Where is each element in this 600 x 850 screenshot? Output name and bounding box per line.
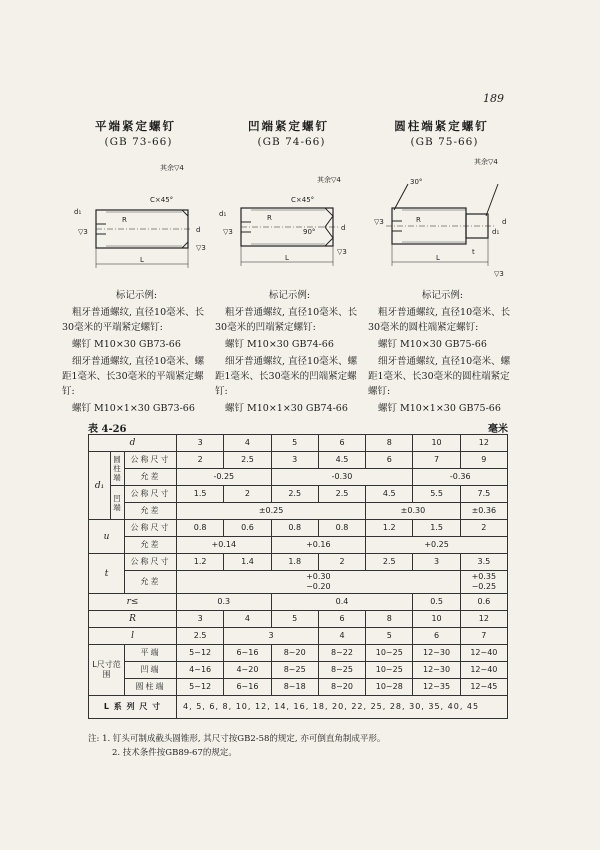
marking-example	[368, 288, 521, 416]
fig-label: d	[341, 224, 346, 232]
table-cell: 12~35	[413, 679, 460, 696]
table-cell: 5.5	[413, 486, 460, 503]
table-cell: 0.3	[177, 594, 272, 611]
header-cell: 允差	[125, 537, 177, 554]
table-cell: 4	[224, 435, 271, 452]
table-row	[89, 503, 508, 520]
header-cell: R	[89, 611, 177, 628]
table-cell: 0.8	[177, 520, 224, 537]
table-cell: 2.5	[318, 486, 365, 503]
header-cell: 圆柱端	[111, 452, 125, 486]
header-cell: 允差	[125, 571, 177, 594]
table-cell: 5	[366, 628, 413, 645]
header-cell: 平端	[125, 645, 177, 662]
standard-code: (GB 74-66)	[257, 136, 326, 148]
table-cell: 3	[224, 628, 319, 645]
table-cell: 3	[177, 435, 224, 452]
table-cell: 7.5	[460, 486, 507, 503]
table-row	[89, 611, 508, 628]
example-text: 粗牙普通螺纹, 直径10毫米、长30毫米的平端紧定螺钉:	[62, 307, 205, 333]
table-cell: +0.14	[177, 537, 272, 554]
table-cell: 3	[177, 611, 224, 628]
finish-mark: 其余▽4	[160, 164, 184, 172]
fig-label: ▽3	[494, 270, 504, 278]
table-cell: +0.30 −0.20	[177, 571, 461, 594]
table-row	[89, 594, 508, 611]
table-cell: 6~16	[224, 679, 271, 696]
table-cell: 6	[318, 435, 365, 452]
example-text: 粗牙普通螺纹, 直径10毫米、长30毫米的圆柱端紧定螺钉:	[368, 307, 511, 333]
marking-example	[62, 288, 215, 416]
header-cell: 公称尺寸	[125, 520, 177, 537]
fig-label: d₁	[74, 208, 82, 216]
example-heading: 标记示例:	[421, 290, 464, 301]
table-cell: ±0.30	[366, 503, 461, 520]
header-cell: 凹端	[125, 662, 177, 679]
fig-label: d	[502, 218, 507, 226]
column-title: 平端紧定螺钉	[95, 119, 176, 133]
footnote: 2. 技术条件按GB89-67的规定。	[112, 748, 237, 758]
table-row	[89, 486, 508, 503]
example-text: 细牙普通螺纹, 直径10毫米、螺距1毫米、长30毫米的凹端紧定螺钉:	[215, 356, 358, 397]
table-cell: 5	[271, 435, 318, 452]
standard-code: (GB 75-66)	[410, 136, 479, 148]
table-cell: 3	[271, 452, 318, 469]
example-text: 细牙普通螺纹, 直径10毫米、螺距1毫米、长30毫米的圆柱端紧定螺钉:	[368, 356, 511, 397]
table-cell: 10	[413, 611, 460, 628]
table-row	[89, 645, 508, 662]
table-cell: 2	[224, 486, 271, 503]
fig-label: d₁	[492, 228, 500, 236]
fig-label: d₁	[219, 210, 227, 218]
fig-label: t	[472, 248, 475, 256]
table-cell: 12~40	[460, 645, 507, 662]
table-cell: 8~20	[318, 679, 365, 696]
flat-end-screw-drawing	[62, 154, 212, 284]
header-cell: L尺寸范围	[89, 645, 125, 696]
fig-label: C×45°	[291, 196, 315, 204]
table-row	[89, 628, 508, 645]
footnotes	[88, 732, 518, 760]
table-cell: 4~16	[177, 662, 224, 679]
table-cell: 1.2	[177, 554, 224, 571]
table-cell: 0.8	[318, 520, 365, 537]
table-cell: +0.16	[271, 537, 366, 554]
header-cell: 凹端	[111, 486, 125, 520]
table-cell: 0.5	[413, 594, 460, 611]
table-label: 表 4-26	[88, 424, 127, 435]
table-cell: 3.5	[460, 554, 507, 571]
table-cell: 2	[177, 452, 224, 469]
table-cell: 0.4	[271, 594, 413, 611]
column-title: 圆柱端紧定螺钉	[394, 119, 489, 133]
example-text: 细牙普通螺纹, 直径10毫米、螺距1毫米、长30毫米的平端紧定螺钉:	[62, 356, 205, 397]
table-cell: 10	[413, 435, 460, 452]
table-cell: +0.25	[366, 537, 508, 554]
table-cell: 1.4	[224, 554, 271, 571]
table-cell: 4, 5, 6, 8, 10, 12, 14, 16, 18, 20, 22, 25, 28, 30, 35, 40, 45	[177, 696, 508, 719]
table-row	[89, 571, 508, 594]
header-cell: t	[89, 554, 125, 594]
table-cell: 1.5	[177, 486, 224, 503]
table-cell: ±0.25	[177, 503, 366, 520]
example-heading: 标记示例:	[268, 290, 311, 301]
table-cell: 1.8	[271, 554, 318, 571]
cylindrical-end-set-screw-column	[368, 118, 521, 418]
example-marking: 螺钉 M10×1×30 GB73-66	[72, 403, 195, 414]
table-cell: 8~18	[271, 679, 318, 696]
table-cell: 5	[271, 611, 318, 628]
table-cell: 1.5	[413, 520, 460, 537]
table-cell: 0.6	[224, 520, 271, 537]
finish-mark: 其余▽4	[474, 158, 498, 166]
cup-point-screw-drawing	[215, 154, 365, 284]
header-cell: 公称尺寸	[125, 554, 177, 571]
fig-label: ▽3	[374, 218, 384, 226]
table-cell: 4.5	[318, 452, 365, 469]
table-cell: 6~16	[224, 645, 271, 662]
table-cell: -0.30	[271, 469, 413, 486]
table-cell: -0.25	[177, 469, 272, 486]
fig-label: 30°	[410, 178, 423, 186]
table-row	[89, 696, 508, 719]
table-row	[89, 679, 508, 696]
table-row	[89, 469, 508, 486]
header-cell: d₁	[89, 452, 111, 520]
header-cell: 公称尺寸	[125, 452, 177, 469]
fig-label: 90°	[303, 228, 316, 236]
column-title: 凹端紧定螺钉	[248, 119, 329, 133]
table-cell: 10~25	[366, 662, 413, 679]
table-cell: 8~20	[271, 645, 318, 662]
table-cell: 2	[318, 554, 365, 571]
table-cell: 8~25	[271, 662, 318, 679]
table-caption	[88, 420, 508, 435]
dimension-table	[88, 434, 508, 719]
example-heading: 标记示例:	[115, 290, 158, 301]
table-cell: 4~20	[224, 662, 271, 679]
example-marking: 螺钉 M10×30 GB74-66	[225, 339, 334, 350]
table-cell: 0.6	[460, 594, 507, 611]
example-marking: 螺钉 M10×30 GB75-66	[378, 339, 487, 350]
table-cell: ±0.36	[460, 503, 507, 520]
table-row	[89, 662, 508, 679]
header-cell: 允差	[125, 503, 177, 520]
header-cell: L 系 列 尺 寸	[89, 696, 177, 719]
header-cell: l	[89, 628, 177, 645]
footnote: 注: 1. 钉头可制成截头圆锥形, 其尺寸按GB2-58的规定, 亦可倒直角制成平形。	[88, 734, 386, 744]
fig-label: R	[416, 216, 421, 224]
table-cell: 12~30	[413, 645, 460, 662]
fig-label: L	[436, 254, 440, 262]
standard-code: (GB 73-66)	[104, 136, 173, 148]
table-cell: 7	[413, 452, 460, 469]
header-cell: 允差	[125, 469, 177, 486]
marking-example	[215, 288, 368, 416]
table-row	[89, 435, 508, 452]
fig-label: R	[267, 214, 272, 222]
table-cell: -0.36	[413, 469, 508, 486]
header-cell: 圆柱端	[125, 679, 177, 696]
table-cell: 2.5	[177, 628, 224, 645]
fig-label: ▽3	[196, 244, 206, 252]
table-cell: 12~45	[460, 679, 507, 696]
page-number: 189	[483, 92, 504, 105]
table-cell: 5~12	[177, 645, 224, 662]
table-cell: 10~25	[366, 645, 413, 662]
table-cell: 6	[413, 628, 460, 645]
table-cell: 8~25	[318, 662, 365, 679]
table-unit: 毫米	[488, 424, 508, 435]
table-cell: 6	[366, 452, 413, 469]
table-cell: 9	[460, 452, 507, 469]
table-cell: 4	[224, 611, 271, 628]
table-cell: 5~12	[177, 679, 224, 696]
table-row	[89, 537, 508, 554]
table-cell: 12~30	[413, 662, 460, 679]
cylindrical-end-screw-drawing	[368, 154, 518, 284]
flat-end-set-screw-column	[62, 118, 215, 418]
header-cell: r≤	[89, 594, 177, 611]
table-row	[89, 520, 508, 537]
table-cell: 0.8	[271, 520, 318, 537]
header-cell: u	[89, 520, 125, 554]
example-marking: 螺钉 M10×30 GB73-66	[72, 339, 181, 350]
fig-label: ▽3	[337, 248, 347, 256]
fig-label: L	[285, 254, 289, 262]
table-cell: +0.35 −0.25	[460, 571, 507, 594]
table-cell: 1.2	[366, 520, 413, 537]
example-marking: 螺钉 M10×1×30 GB75-66	[378, 403, 501, 414]
table-cell: 2.5	[366, 554, 413, 571]
table-cell: 12~40	[460, 662, 507, 679]
cup-point-set-screw-column	[215, 118, 368, 418]
table-cell: 7	[460, 628, 507, 645]
fig-label: ▽3	[78, 228, 88, 236]
table-cell: 6	[318, 611, 365, 628]
table-cell: 12	[460, 435, 507, 452]
header-cell: d	[89, 435, 177, 452]
fig-label: C×45°	[150, 196, 174, 204]
fig-label: L	[140, 256, 144, 264]
table-cell: 8~22	[318, 645, 365, 662]
table-cell: 2.5	[271, 486, 318, 503]
fig-label: R	[122, 216, 127, 224]
table-cell: 2	[460, 520, 507, 537]
table-cell: 2.5	[224, 452, 271, 469]
finish-mark: 其余▽4	[317, 176, 341, 184]
table-cell: 4.5	[366, 486, 413, 503]
table-row	[89, 554, 508, 571]
table-cell: 8	[366, 435, 413, 452]
table-row	[89, 452, 508, 469]
example-marking: 螺钉 M10×1×30 GB74-66	[225, 403, 348, 414]
fig-label: d	[196, 226, 201, 234]
table-cell: 4	[318, 628, 365, 645]
fig-label: ▽3	[223, 228, 233, 236]
table-cell: 8	[366, 611, 413, 628]
table-cell: 10~28	[366, 679, 413, 696]
table-cell: 3	[413, 554, 460, 571]
table-cell: 12	[460, 611, 507, 628]
header-cell: 公称尺寸	[125, 486, 177, 503]
example-text: 粗牙普通螺纹, 直径10毫米、长30毫米的凹端紧定螺钉:	[215, 307, 358, 333]
